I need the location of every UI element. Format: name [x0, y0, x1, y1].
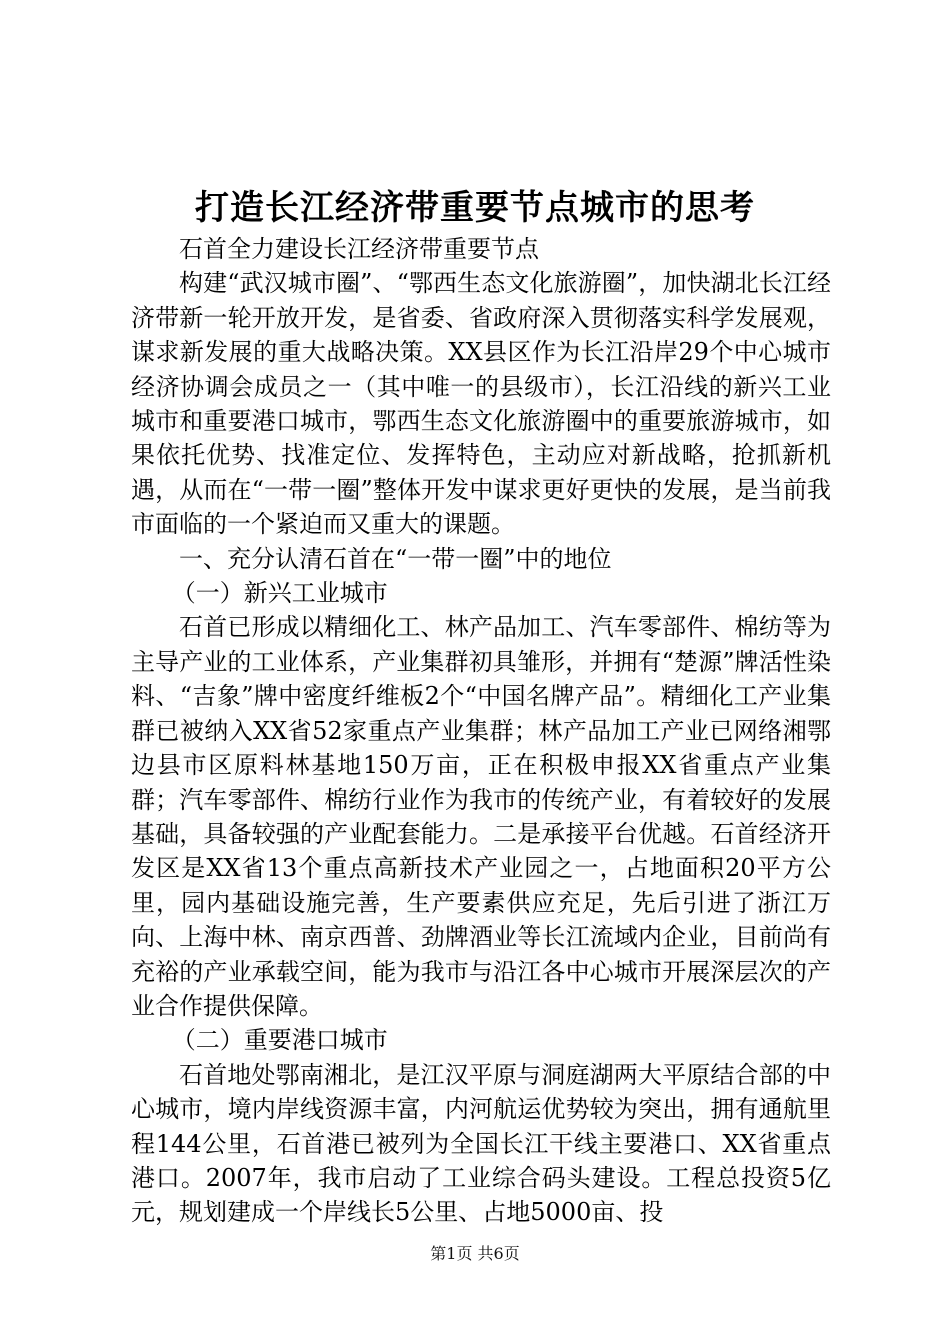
document-title: 打造长江经济带重要节点城市的思考 [195, 188, 755, 228]
subsection-heading: （一）新兴工业城市 [171, 579, 388, 608]
paragraph-body: 石首已形成以精细化工、林产品加工、汽车零部件、棉纺等为主导产业的工业体系，产业集群初具雏形，并拥有“楚源”牌活性染料、“吉象”牌中密度纤维板2个“中国名牌产品”。精细化工产业集群已被纳入XX省52家重点产业集群；林产品加工产业已网络湘鄂边县市区原料林基地150万亩，正在积极申报XX省重点产业集群；汽车零部件、棉纺行业作为我市的传统产业，有着较好的发展基础，具备较强的产业配套能力。二是承接平台优越。石首经济开发区是XX省13个重点高新技术产业园之一，占地面积20平方公里，园内基础设施完善，生产要素供应充足，先后引进了浙江万向、上海中林、南京西普、劲牌酒业等长江流域内企业，目前尚有充裕的产业承载空间，能为我市与沿江各中心城市开展深层次的产业合作提供保障。 [131, 613, 831, 1020]
paragraph-body: 石首地处鄂南湘北，是江汉平原与洞庭湖两大平原结合部的中心城市，境内岸线资源丰富，内河航运优势较为突出，拥有通航里程144公里，石首港已被列为全国长江干线主要港口、XX省重点港口。2007年，我市启动了工业综合码头建设。工程总投资5亿元，规划建成一个岸线长5公里、占地5000亩、投 [131, 1060, 831, 1227]
paragraph-subtitle: 石首全力建设长江经济带重要节点 [179, 235, 539, 263]
page-footer: 第1页 共6页 [430, 1244, 520, 1263]
section-heading: 一、充分认清石首在“一带一圈”中的地位 [179, 544, 612, 573]
paragraph-intro: 构建“武汉城市圈”、“鄂西生态文化旅游圈”，加快湖北长江经济带新一轮开放开发，是省委、省政府深入贯彻落实科学发展观，谋求新发展的重大战略决策。XX县区作为长江沿岸29个中心城市经济协调会成员之一（其中唯一的县级市），长江沿线的新兴工业城市和重要港口城市，鄂西生态文化旅游圈中的重要旅游城市，如果依托优势、找准定位、发挥特色，主动应对新战略，抢抓新机遇，从而在“一带一圈”整体开发中谋求更好更快的发展，是当前我市面临的一个紧迫而又重大的课题。 [131, 269, 831, 539]
subsection-heading: （二）重要港口城市 [171, 1026, 388, 1055]
document-body [131, 232, 831, 1230]
